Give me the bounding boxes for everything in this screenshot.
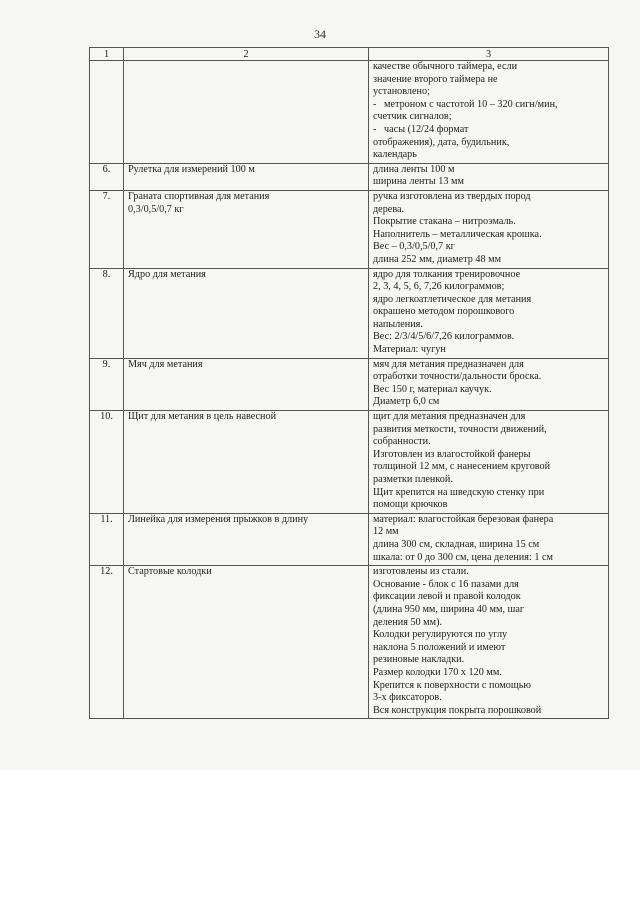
item-spec-line: Диаметр 6,0 см bbox=[373, 396, 440, 408]
table-row bbox=[90, 358, 609, 410]
item-spec-line: окрашено методом порошкового bbox=[373, 306, 515, 318]
item-spec-line: Материал: чугун bbox=[373, 344, 446, 356]
item-name-cell bbox=[124, 358, 369, 410]
item-spec-line: наклона 5 положений и имеют bbox=[373, 641, 506, 653]
table-row bbox=[90, 513, 609, 565]
item-spec-line: качестве обычного таймера, если bbox=[373, 61, 518, 72]
table-row bbox=[90, 163, 609, 190]
item-spec-cell bbox=[369, 513, 609, 565]
item-spec-line: ядро для толкания тренировочное bbox=[373, 268, 521, 280]
item-name-cell bbox=[124, 163, 369, 190]
item-spec-line: счетчик сигналов; bbox=[373, 111, 452, 123]
item-spec-line: установлено; bbox=[373, 86, 430, 98]
item-spec-line: ручка изготовлена из твердых пород bbox=[373, 190, 531, 202]
item-spec-line: щит для метания предназначен для bbox=[373, 411, 526, 423]
item-spec-cell bbox=[369, 163, 609, 190]
item-spec-line: изготовлены из стали. bbox=[373, 566, 469, 578]
item-spec-line: резиновые накладки. bbox=[373, 654, 465, 666]
item-spec-line: 12 мм bbox=[373, 526, 399, 538]
item-name-line: Мяч для метания bbox=[128, 358, 203, 370]
equipment-table bbox=[89, 47, 609, 719]
header-cell-col3: 3 bbox=[369, 48, 609, 61]
row-number-cell: 10. bbox=[90, 411, 124, 514]
item-spec-line: Крепится к поверхности с помощью bbox=[373, 679, 531, 691]
row-number-cell bbox=[90, 61, 124, 164]
table-row bbox=[90, 190, 609, 268]
item-spec-cell bbox=[369, 61, 609, 164]
item-spec-line: напыления. bbox=[373, 318, 423, 330]
item-spec-cell bbox=[369, 566, 609, 719]
item-name-cell bbox=[124, 61, 369, 164]
item-spec-line: длина ленты 100 м bbox=[373, 163, 455, 175]
item-name-line: Граната спортивная для метания bbox=[128, 190, 270, 202]
item-name-line: Стартовые колодки bbox=[128, 566, 212, 578]
table-row bbox=[90, 61, 609, 164]
item-spec-line: мяч для метания предназначен для bbox=[373, 358, 524, 370]
item-spec-line: Вес 150 г, материал каучук. bbox=[373, 383, 492, 395]
item-spec-cell bbox=[369, 268, 609, 358]
item-spec-line: Колодки регулируются по углу bbox=[373, 629, 508, 641]
item-spec-line: отработки точности/дальности броска. bbox=[373, 371, 542, 383]
item-spec-line: 3-х фиксаторов. bbox=[373, 692, 442, 704]
item-spec-cell bbox=[369, 358, 609, 410]
item-spec-line: (длина 950 мм, ширина 40 мм, шаг bbox=[373, 603, 525, 615]
item-spec-line: Основание - блок с 16 пазами для bbox=[373, 578, 519, 590]
item-spec-cell bbox=[369, 411, 609, 514]
item-spec-line: Размер колодки 170 х 120 мм. bbox=[373, 666, 502, 678]
item-spec-line: шкала: от 0 до 300 см, цена деления: 1 см bbox=[373, 551, 553, 563]
header-cell-col2: 2 bbox=[124, 48, 369, 61]
item-name-cell bbox=[124, 411, 369, 514]
table-row bbox=[90, 566, 609, 719]
item-spec-line: ядро легкоатлетическое для метания bbox=[373, 293, 532, 305]
item-spec-line: Наполнитель – металлическая крошка. bbox=[373, 228, 542, 240]
item-spec-line: 2, 3, 4, 5, 6, 7,26 килограммов; bbox=[373, 281, 505, 293]
item-spec-line: Вес – 0,3/0,5/0,7 кг bbox=[373, 241, 455, 253]
item-spec-line: - часы (12/24 формат bbox=[373, 123, 469, 135]
row-number-cell: 11. bbox=[90, 513, 124, 565]
item-spec-line: дерева. bbox=[373, 203, 405, 215]
item-spec-line: разметки пленкой. bbox=[373, 474, 453, 485]
item-name-cell bbox=[124, 566, 369, 719]
table-row bbox=[90, 411, 609, 514]
item-name-line: Рулетка для измерений 100 м bbox=[128, 163, 255, 175]
item-spec-line: - метроном с частотой 10 – 320 сигн/мин, bbox=[373, 98, 558, 110]
item-spec-line: Вся конструкция покрыта порошковой bbox=[373, 704, 542, 716]
item-spec-cell bbox=[369, 190, 609, 268]
page-number: 34 bbox=[314, 27, 326, 41]
item-name-line: 0,3/0,5/0,7 кг bbox=[128, 203, 184, 215]
item-spec-line: материал: влагостойкая березовая фанера bbox=[373, 513, 554, 525]
item-name-line: Щит для метания в цель навесной bbox=[128, 411, 277, 423]
item-spec-line: Щит крепится на шведскую стенку при bbox=[373, 486, 545, 498]
item-spec-line: развития меткости, точности движений, bbox=[373, 423, 547, 435]
row-number-cell: 8. bbox=[90, 268, 124, 358]
item-name-cell bbox=[124, 190, 369, 268]
item-spec-line: собранности. bbox=[373, 436, 431, 448]
item-spec-line: Покрытие стакана – нитроэмаль. bbox=[373, 216, 516, 228]
item-name-line: Ядро для метания bbox=[128, 268, 206, 280]
item-spec-line: фиксации левой и правой колодок bbox=[373, 591, 521, 603]
item-spec-line: Изготовлен из влагостойкой фанеры bbox=[373, 448, 531, 460]
row-number-cell: 6. bbox=[90, 163, 124, 190]
table-body bbox=[90, 48, 609, 719]
item-spec-line: деления 50 мм). bbox=[373, 616, 443, 628]
item-spec-line: помощи крючков bbox=[373, 499, 448, 511]
table-header-row bbox=[90, 48, 609, 61]
item-spec-line: длина 252 мм, диаметр 48 мм bbox=[373, 253, 502, 265]
item-spec-line: длина 300 см, складная, ширина 15 см bbox=[373, 538, 540, 550]
table-row bbox=[90, 268, 609, 358]
item-name-cell bbox=[124, 513, 369, 565]
row-number-cell: 7. bbox=[90, 190, 124, 268]
item-spec-line: Вес: 2/3/4/5/6/7,26 килограммов. bbox=[373, 331, 515, 343]
item-spec-line: ширина ленты 13 мм bbox=[373, 176, 464, 188]
row-number-cell: 12. bbox=[90, 566, 124, 719]
item-spec-line: календарь bbox=[373, 149, 417, 161]
item-name-cell bbox=[124, 268, 369, 358]
header-cell-col1: 1 bbox=[90, 48, 124, 61]
item-spec-line: значение второго таймера не bbox=[373, 73, 498, 85]
item-spec-line: толщиной 12 мм, с нанесением круговой bbox=[373, 461, 551, 473]
item-name-line: Линейка для измерения прыжков в длину bbox=[128, 513, 309, 525]
row-number-cell: 9. bbox=[90, 358, 124, 410]
item-spec-line: отображения), дата, будильник, bbox=[373, 136, 510, 148]
